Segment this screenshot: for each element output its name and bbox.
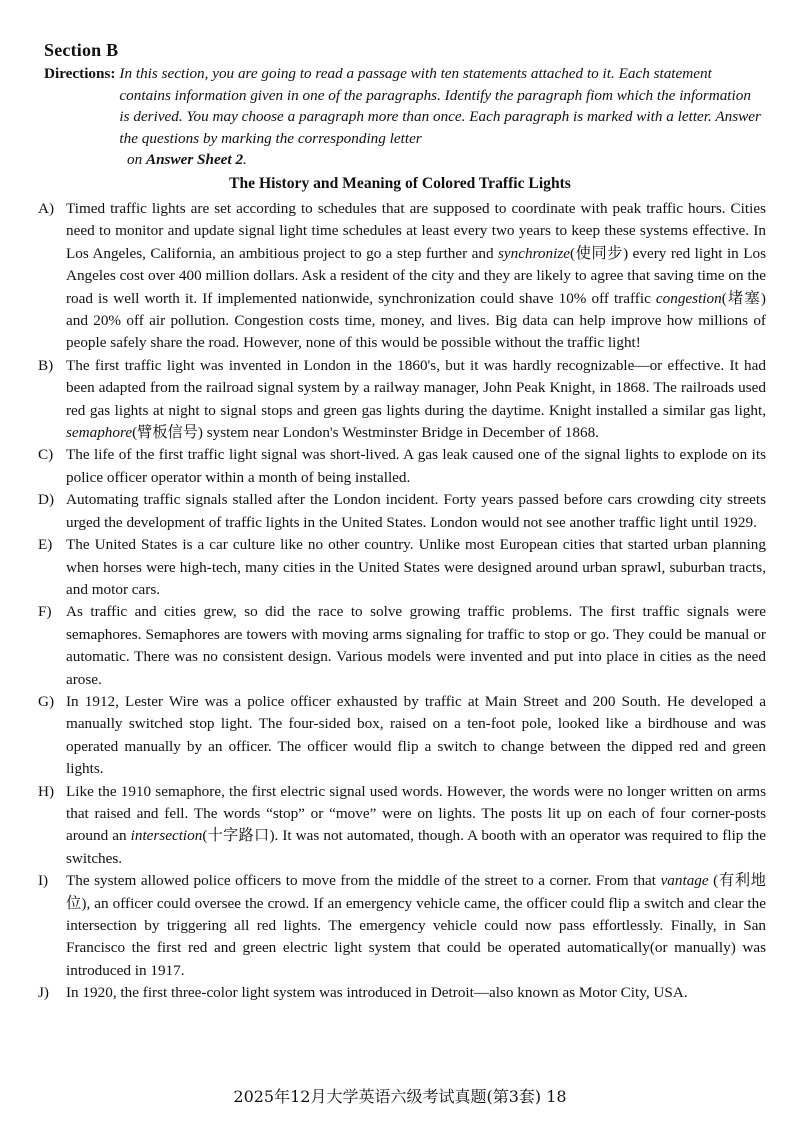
paragraph-letter: C) xyxy=(38,446,54,464)
paragraph-body: As traffic and cities grew, so did the race to solve growing traffic problems. The first traffic signals were semaphores. Semaphores are towers with moving arms signaling for traffic to stop or go. They could be manual or automatic. There was no consistent design. Various models were invented and put into place in cities as the need arose. xyxy=(66,603,766,688)
vocab-term: vantage xyxy=(660,872,709,890)
paragraph-letter: B) xyxy=(38,356,54,374)
paragraph-letter: H) xyxy=(38,782,55,800)
paragraph-e xyxy=(38,534,766,601)
directions-answer-sheet-line: on Answer Sheet 2. xyxy=(127,151,247,169)
vocab-term: intersection xyxy=(130,827,203,845)
paragraph-i xyxy=(38,870,766,982)
paragraph-body: Like the 1910 semaphore, the first electric signal used words. However, the words were no longer written on arms that raised and fell. The words “stop” or “move” were on lights. The posts lit up on each of four corner-posts around an intersection(十字路口). It was not automated, though. A booth with an operator was required to flip the switches. xyxy=(66,782,766,867)
paragraph-body: The life of the first traffic light signal was short-lived. A gas leak caused one of the signal lights to explode on its police officer operator within a month of being installed. xyxy=(66,446,766,486)
directions-label: Directions: xyxy=(44,65,116,82)
page-footer: 2025年12月大学英语六级考试真题(第3套) 18 xyxy=(233,1087,567,1106)
answer-sheet-name: Answer Sheet 2 xyxy=(145,151,244,169)
paragraph-letter: G) xyxy=(38,692,55,710)
passage-paragraphs xyxy=(38,198,766,1005)
paragraph-letter: F) xyxy=(38,603,52,621)
paragraph-g xyxy=(38,691,766,781)
paragraph-body: Automating traffic signals stalled after the London incident. Forty years passed before cars crowding city streets urged the development of traffic lights in the United States. London would not see another traffic light until 1929. xyxy=(66,491,766,531)
paragraph-c xyxy=(38,444,766,489)
paragraph-b xyxy=(38,355,766,445)
directions-block xyxy=(44,63,762,171)
paragraph-body: The system allowed police officers to move from the middle of the street to a corner. From that vantage (有利地位), an officer could oversee the crowd. If an emergency vehicle came, the officer could flip a switch and clear the intersection by triggering all red lights. The emergency vehicle could now pass effortlessly. Finally, in San Francisco the first red and green electric light system that could be operated automatically(or manually) was introduced in 1917. xyxy=(66,872,766,979)
vocab-term: synchronize xyxy=(498,244,570,262)
paragraph-letter: E) xyxy=(38,536,53,554)
paragraph-body: In 1920, the first three-color light system was introduced in Detroit—also known as Motor City, USA. xyxy=(66,984,688,1002)
paragraph-j xyxy=(38,982,766,1004)
paragraph-f xyxy=(38,601,766,691)
paragraph-h xyxy=(38,781,766,871)
paragraph-body: Timed traffic lights are set according to schedules that are supposed to coordinate with peak traffic hours. Cities need to monitor and update signal light time schedules at least every two years to keep these systems effective. In Los Angeles, California, an ambitious project to go a step further and synchronize(使同步) every red light in Los Angeles cost over 400 million dollars. Ask a resident of the city and they are likely to agree that saving time on the road is well worth it. If implemented nationwide, synchronization could shave 10% off traffic congestion(堵塞) and 20% off air pollution. Congestion costs time, money, and lives. Big data can help improve how millions of people safely share the road. However, none of this would be possible without the traffic light! xyxy=(66,200,766,352)
paragraph-letter: D) xyxy=(38,491,55,509)
directions-text: In this section, you are going to read a passage with ten statements attached to it. Each statement contains information given in one of the paragraphs. Identify the paragraph fiom which the information is derived. You may choose a paragraph more than once. Each paragraph is marked with a letter. Answer the questions by marking the corresponding letter xyxy=(119,65,761,147)
section-title: Section B xyxy=(44,40,119,60)
vocab-term: semaphore xyxy=(66,424,133,442)
paragraph-body: In 1912, Lester Wire was a police officer exhausted by traffic at Main Street and 200 South. He developed a manually switched stop light. The four-sided box, raised on a ten-foot pole, looked like a birdhouse and was operated manually by an officer. The officer would flip a switch to change between the dipped red and green lights. xyxy=(66,692,766,778)
paragraph-body: The first traffic light was invented in London in the 1860's, but it was hardly recognizable—or effective. It had been adapted from the railroad signal system by a railway manager, John Peak Knight, in 1868. The railroads used red gas lights at night to signal stops and green gas lights during the daytime. Knight installed a similar gas light, semaphore(臂板信号) system near London's Westminster Bridge in December of 1868. xyxy=(66,356,766,442)
paragraph-a xyxy=(38,198,766,355)
paragraph-letter: A) xyxy=(38,200,55,217)
paragraph-d xyxy=(38,489,766,534)
paragraph-body: The United States is a car culture like no other country. Unlike most European cities that started urban planning when horses were high-tech, many cities in the United States were designed around urban sprawl, suburban tracts, and motor cars. xyxy=(66,536,766,598)
passage-title: The History and Meaning of Colored Traffic Lights xyxy=(229,175,571,192)
vocab-term: congestion xyxy=(655,289,722,307)
paragraph-letter: J) xyxy=(38,984,49,1002)
paragraph-letter: I) xyxy=(38,872,49,890)
